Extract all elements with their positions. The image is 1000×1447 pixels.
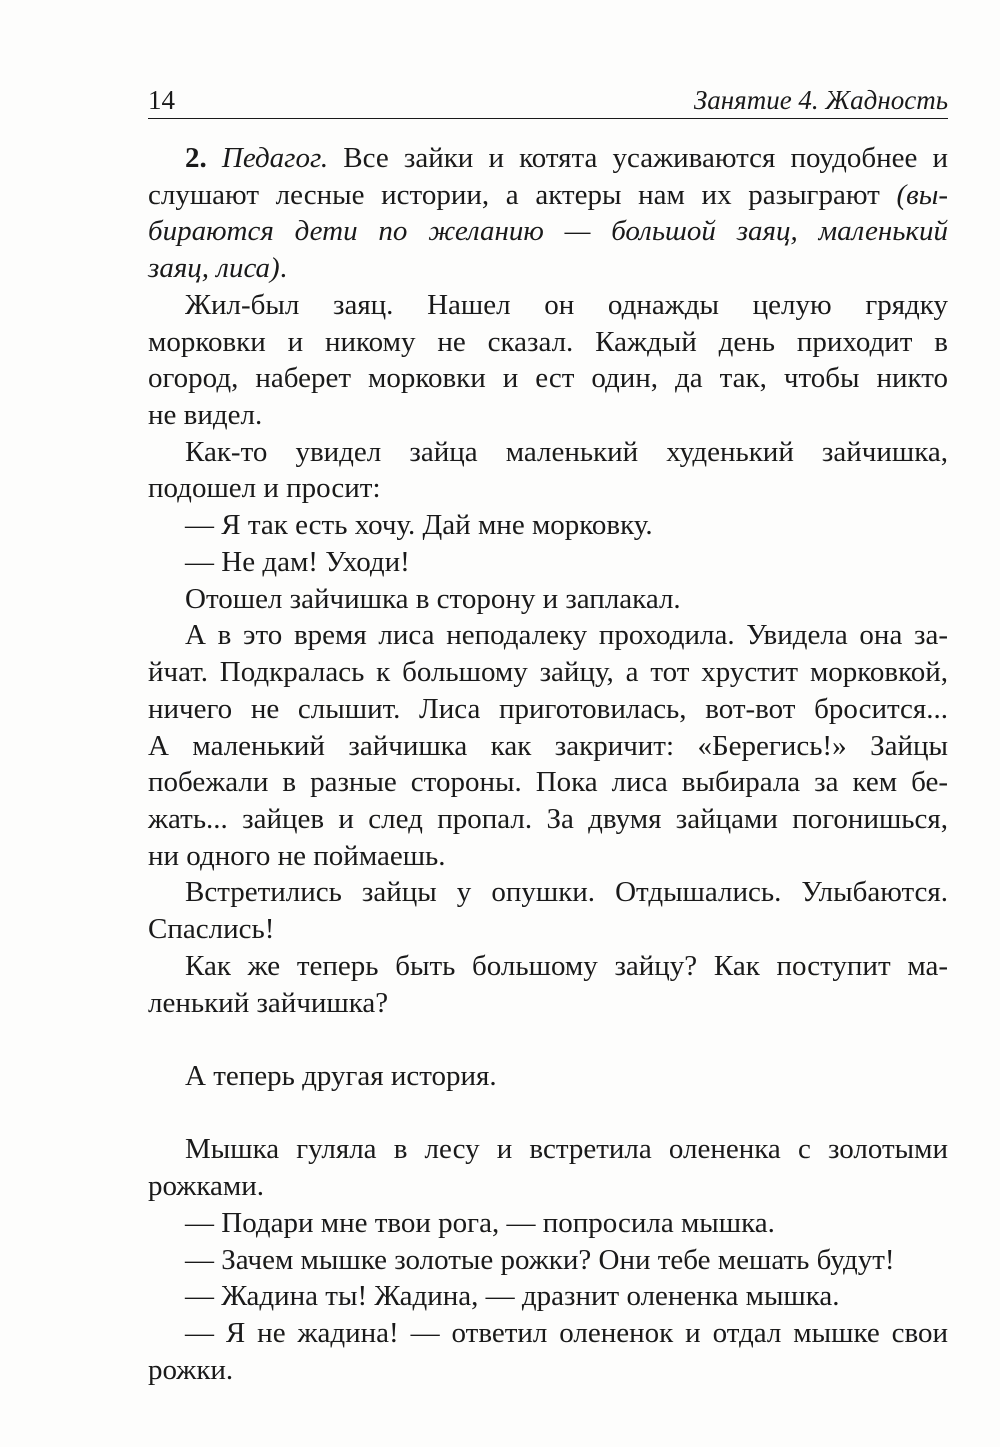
running-head bbox=[148, 84, 948, 116]
text-line: Встретились зайцы у опушки. Отдышались. Улыбаются. bbox=[185, 876, 948, 909]
text-line: Отошел зайчишка в сторону и заплакал. bbox=[185, 582, 681, 615]
page-body bbox=[148, 140, 948, 1388]
stage-direction: бираются дети по желанию — большой заяц, маленький bbox=[148, 215, 948, 248]
dialogue-paragraph bbox=[148, 1242, 948, 1279]
text-line: рожки. bbox=[148, 1353, 234, 1386]
text-line bbox=[148, 250, 948, 287]
story-paragraph bbox=[148, 1131, 948, 1204]
running-title: Занятие 4. Жадность bbox=[693, 85, 948, 115]
story-paragraph bbox=[148, 617, 948, 874]
closing-punctuation: . bbox=[279, 252, 287, 285]
text-line: Как-то увидел зайца маленький худенький зайчишка, bbox=[185, 435, 948, 468]
line-text: Все зайки и котята усаживаются поудобнее и bbox=[343, 142, 949, 174]
story-paragraph bbox=[148, 874, 948, 947]
text-line: Спаслись! bbox=[148, 913, 275, 946]
task-paragraph bbox=[148, 140, 948, 287]
dialogue-paragraph bbox=[148, 1205, 948, 1242]
text-line bbox=[148, 140, 948, 177]
text-line: — Не дам! Уходи! bbox=[185, 545, 410, 578]
text-line: ни одного не поймаешь. bbox=[148, 839, 446, 872]
text-line: — Подари мне твои рога, — попросила мышка. bbox=[185, 1206, 775, 1239]
dialogue-paragraph bbox=[148, 1278, 948, 1315]
text-line: ничего не слышит. Лиса приготовилась, вот-вот бросится... bbox=[148, 692, 948, 725]
text-line: А теперь другая история. bbox=[185, 1059, 497, 1092]
header-rule bbox=[148, 118, 948, 119]
text-line: ленький зайчишка? bbox=[148, 986, 389, 1019]
text-line: морковки и никому не сказал. Каждый день приходит в bbox=[148, 325, 948, 358]
story-paragraph bbox=[148, 287, 948, 434]
dialogue-paragraph bbox=[148, 544, 948, 581]
text-line: Как же теперь быть большому зайцу? Как поступит ма- bbox=[185, 949, 948, 982]
text-line bbox=[148, 213, 948, 250]
line-text: слушают лесные истории, а актеры нам их разыграют bbox=[148, 178, 880, 211]
speaker-label: Педагог. bbox=[221, 142, 329, 174]
page-number: 14 bbox=[148, 85, 175, 115]
text-line: огород, наберет морковки и ест один, да так, чтобы никто bbox=[148, 362, 948, 395]
text-line: рожками. bbox=[148, 1170, 264, 1203]
text-line: подошел и просит: bbox=[148, 472, 381, 505]
text-line: Жил-был заяц. Нашел он однажды целую грядку bbox=[185, 288, 948, 321]
dialogue-paragraph bbox=[148, 507, 948, 544]
text-line: побежали в разные стороны. Пока лиса выбирала за кем бе- bbox=[148, 766, 948, 799]
text-line: А в это время лиса неподалеку проходила. Увидела она за- bbox=[185, 619, 948, 652]
text-line: йчат. Подкралась к большому зайцу, а тот хрустит морковкой, bbox=[148, 656, 948, 689]
text-line: не видел. bbox=[148, 399, 263, 432]
dialogue-paragraph bbox=[148, 1315, 948, 1388]
text-line: А маленький зайчишка как закричит: «Берегись!» Зайцы bbox=[148, 729, 948, 762]
stage-direction: заяц, лиса) bbox=[148, 252, 280, 285]
text-line: — Жадина ты! Жадина, — дразнит олененка мышка. bbox=[185, 1280, 840, 1313]
text-line: — Я так есть хочу. Дай мне морковку. bbox=[185, 509, 653, 542]
text-line: — Я не жадина! — ответил олененок и отдал мышке свои bbox=[185, 1317, 948, 1349]
text-line: жать... зайцев и след пропал. За двумя зайцами погонишься, bbox=[148, 802, 948, 835]
task-number: 2. bbox=[185, 142, 207, 174]
stage-direction: (вы- bbox=[896, 178, 949, 211]
text-line bbox=[148, 177, 948, 214]
story-paragraph bbox=[148, 948, 948, 1021]
text-line: — Зачем мышке золотые рожки? Они тебе мешать будут! bbox=[185, 1243, 895, 1276]
text-line: Мышка гуляла в лесу и встретила олененка с золотыми bbox=[185, 1133, 948, 1166]
story-paragraph bbox=[148, 581, 948, 618]
transition-paragraph bbox=[148, 1058, 948, 1095]
story-paragraph bbox=[148, 434, 948, 507]
